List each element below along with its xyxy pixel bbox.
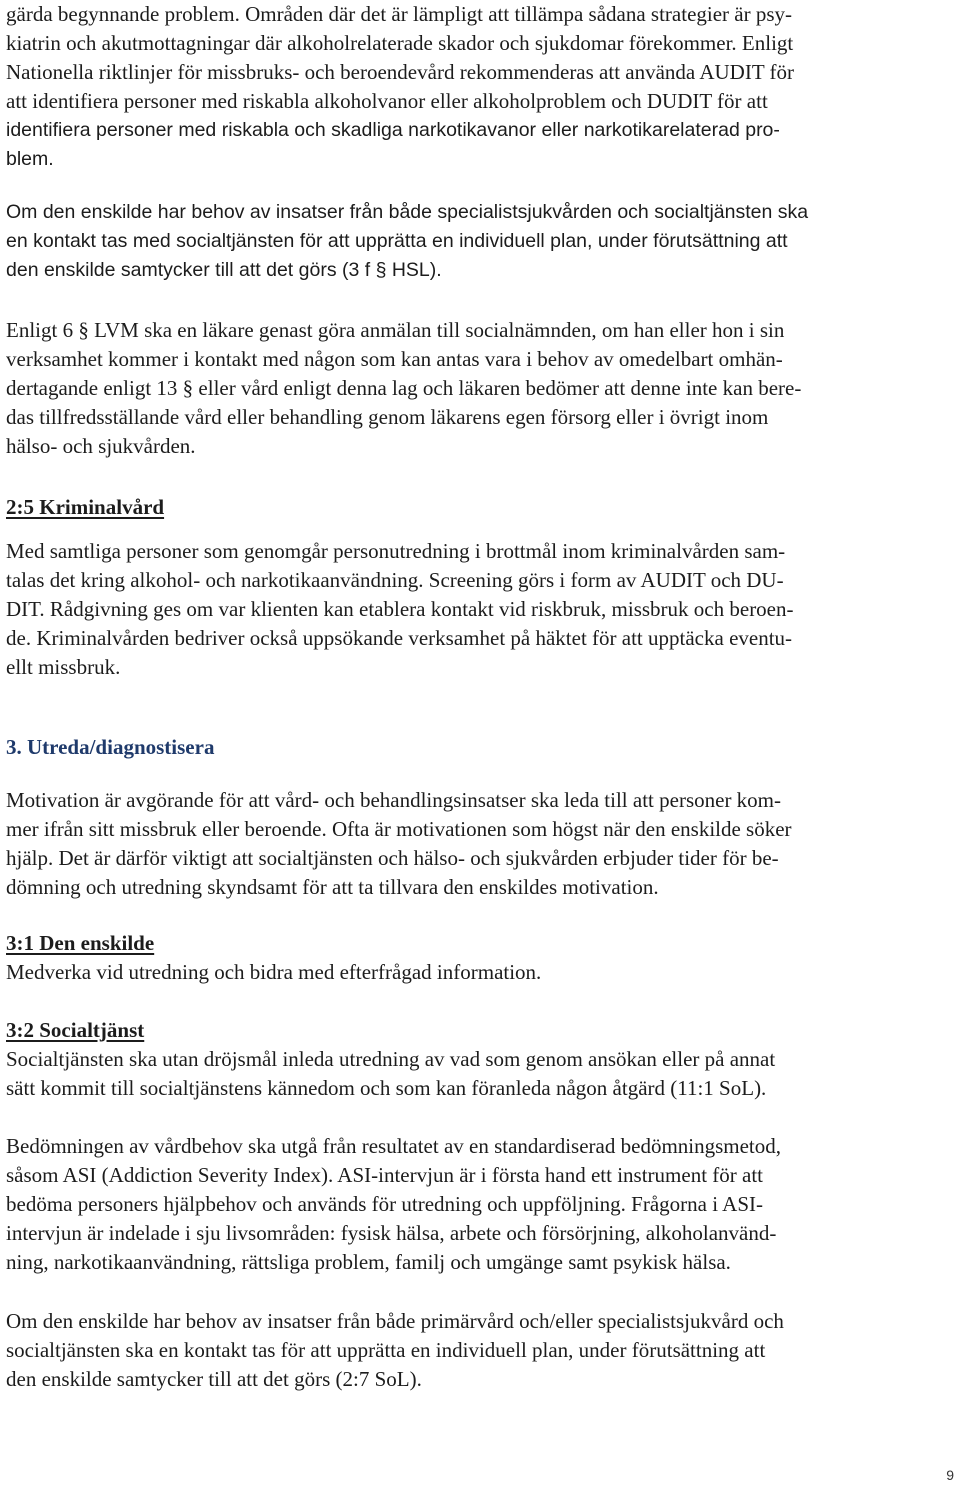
text-line: dertagande enligt 13 § eller vård enligt denna lag och läkaren bedömer att denne inte kan bere- xyxy=(6,376,802,400)
text-line: Nationella riktlinjer för missbruks- och beroendevård rekommenderas att använda AUDIT för xyxy=(6,60,795,84)
paragraph-asi-assessment xyxy=(6,1132,956,1277)
text-line: Om den enskilde har behov av insatser från både primärvård och/eller specialistsjukvård och xyxy=(6,1309,784,1333)
text-line: socialtjänsten ska en kontakt tas för att upprätta en individuell plan, under förutsättning att xyxy=(6,1338,766,1362)
text-line: Om den enskilde har behov av insatser från både specialistsjukvården och socialtjänsten ska xyxy=(6,201,809,223)
text-line: Motivation är avgörande för att vård- och behandlingsinsatser ska leda till att personer kom- xyxy=(6,788,782,812)
text-line: den enskilde samtycker till att det görs (2:7 SoL). xyxy=(6,1367,422,1391)
text-line: ning, narkotikaanvändning, rättsliga problem, familj och umgänge samt psykisk hälsa. xyxy=(6,1250,731,1274)
text-line: das tillfredsställande vård eller behandling genom läkarens egen försorg eller i övrigt inom xyxy=(6,405,769,429)
text-line: gärda begynnande problem. Områden där det är lämpligt att tillämpa sådana strategier är psy- xyxy=(6,2,793,26)
paragraph-kriminalvard xyxy=(6,537,956,682)
text-line: såsom ASI (Addiction Severity Index). ASI-intervjun är i första hand ett instrument för att xyxy=(6,1163,764,1187)
text-line: en kontakt tas med socialtjänsten för att upprätta en individuell plan, under förutsättning att xyxy=(6,230,788,252)
text-line: ellt missbruk. xyxy=(6,655,121,679)
text-line: bedöma personers hjälpbehov och används för utredning och uppföljning. Frågorna i ASI- xyxy=(6,1192,763,1216)
text-line: identifiera personer med riskabla och skadliga narkotikavanor eller narkotikarelaterad pro- xyxy=(6,119,780,141)
paragraph-intro-strategies xyxy=(6,0,956,174)
section-heading-utreda: 3. Utreda/diagnostisera xyxy=(6,735,215,759)
paragraph-socialtjanst-utredning xyxy=(6,1045,956,1103)
paragraph-motivation xyxy=(6,786,956,902)
text-line: Bedömningen av vårdbehov ska utgå från resultatet av en standardiserad bedömningsmetod, xyxy=(6,1134,782,1158)
text-line: intervjun är indelade i sju livsområden: fysisk hälsa, arbete och försörjning, alkoholanvänd- xyxy=(6,1221,777,1245)
text-line: Med samtliga personer som genomgår personutredning i brottmål inom kriminalvården sam- xyxy=(6,539,786,563)
text-line: hälso- och sjukvården. xyxy=(6,434,196,458)
text-line: Medverka vid utredning och bidra med efterfrågad information. xyxy=(6,960,542,984)
paragraph-individual-plan-sol xyxy=(6,1307,956,1394)
text-line: Enligt 6 § LVM ska en läkare genast göra anmälan till socialnämnden, om han eller hon i sin xyxy=(6,318,785,342)
text-line: de. Kriminalvården bedriver också uppsökande verksamhet på häktet för att upptäcka eventu- xyxy=(6,626,793,650)
text-line: dömning och utredning skyndsamt för att ta tillvara den enskildes motivation. xyxy=(6,875,659,899)
page-number: 9 xyxy=(946,1467,954,1483)
paragraph-individual-plan-hsl xyxy=(6,198,956,285)
text-line: hjälp. Det är därför viktigt att socialtjänsten och hälso- och sjukvården erbjuder tider för be- xyxy=(6,846,779,870)
subheading-den-enskilde: 3:1 Den enskilde xyxy=(6,931,155,955)
text-line: Socialtjänsten ska utan dröjsmål inleda utredning av vad som genom ansökan eller på annat xyxy=(6,1047,776,1071)
paragraph-lvm-report xyxy=(6,316,956,461)
text-line: den enskilde samtycker till att det görs (3 f § HSL). xyxy=(6,259,442,281)
text-line: talas det kring alkohol- och narkotikaanvändning. Screening görs i form av AUDIT och DU- xyxy=(6,568,784,592)
text-line: sätt kommit till socialtjänstens kännedom och som kan föranleda någon åtgärd (11:1 SoL). xyxy=(6,1076,767,1100)
text-line: kiatrin och akutmottagningar där alkoholrelaterade skador och sjukdomar förekommer. Enligt xyxy=(6,31,794,55)
subheading-kriminalvard: 2:5 Kriminalvård xyxy=(6,495,165,519)
subheading-socialtjanst: 3:2 Socialtjänst xyxy=(6,1018,145,1042)
paragraph-den-enskilde xyxy=(6,958,956,987)
text-line: verksamhet kommer i kontakt med någon som kan antas vara i behov av omedelbart omhän- xyxy=(6,347,783,371)
text-line: blem. xyxy=(6,148,54,170)
text-line: mer ifrån sitt missbruk eller beroende. Ofta är motivationen som högst när den enskilde söker xyxy=(6,817,792,841)
text-line: DIT. Rådgivning ges om var klienten kan etablera kontakt vid riskbruk, missbruk och beroen- xyxy=(6,597,794,621)
text-line: att identifiera personer med riskabla alkoholvanor eller alkoholproblem och DUDIT för att xyxy=(6,89,768,113)
